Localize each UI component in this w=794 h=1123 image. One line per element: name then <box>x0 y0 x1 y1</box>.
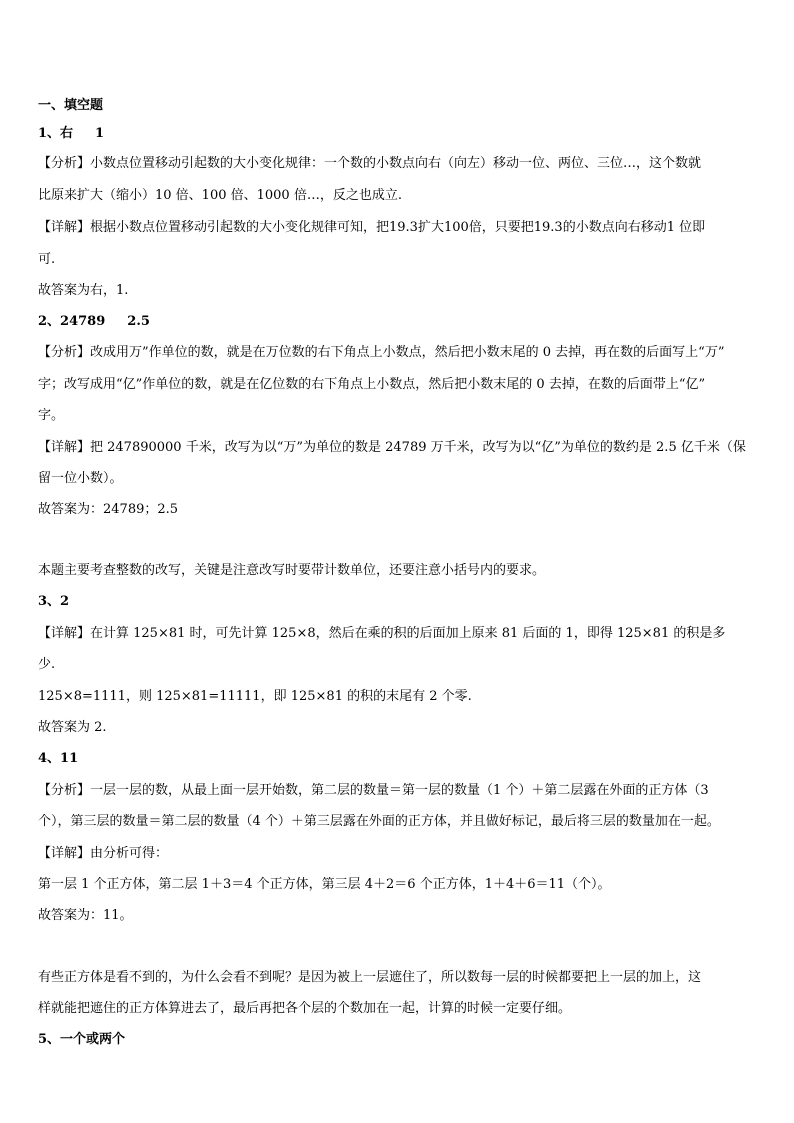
q1-final-answer: 故答案为右，1. <box>38 283 129 298</box>
q4-analysis-line2: 个），第三层的数量＝第二层的数量（4 个）＋第三层露在外面的正方体，并且做好标记，最后将三层的数量加在一起。 <box>38 814 720 829</box>
q1-analysis-line1: 【分析】小数点位置移动引起数的大小变化规律：一个数的小数点向右（向左）移动一位、两位、三位…，这个数就 <box>38 156 702 171</box>
q2-note: 本题主要考查整数的改写，关键是注意改写时要带计数单位，还要注意小括号内的要求。 <box>38 563 546 578</box>
q4-note-line1: 有些正方体是看不到的，为什么会看不到呢？是因为被上一层遮住了，所以数每一层的时候都要把上一层的加上，这 <box>38 970 702 985</box>
q3-answer-line: 3、2 <box>38 594 70 609</box>
q4-analysis-line1: 【分析】一层一层的数，从最上面一层开始数，第二层的数量＝第一层的数量（1 个）＋第二层露在外面的正方体（3 <box>38 783 709 798</box>
q1-answer2: 1 <box>95 126 105 141</box>
q3-detail-line3: 125×8=1111，则 125×81=11111，即 125×81 的积的末尾有 2 个零. <box>38 689 472 704</box>
q1-analysis-line2: 比原来扩大（缩小）10 倍、100 倍、1000 倍…，反之也成立. <box>38 188 402 203</box>
q1-detail-line2: 可. <box>38 252 56 267</box>
q1-answer-line <box>38 126 104 142</box>
q3-detail-line1: 【详解】在计算 125×81 时，可先计算 125×8，然后在乘的积的后面加上原来 81 后面的 1，即得 125×81 的积是多 <box>38 626 726 641</box>
q2-analysis-line3: 字。 <box>38 408 65 423</box>
q1-number: 1、右 <box>38 126 74 141</box>
q3-detail-line2: 少. <box>38 657 56 672</box>
q4-note-line2: 样就能把遮住的正方体算进去了，最后再把各个层的个数加在一起，计算的时候一定要仔细。 <box>38 1001 572 1016</box>
q2-analysis-line1: 【分析】改成用万”作单位的数，就是在万位数的右下角点上小数点，然后把小数末尾的 0 去掉，再在数的后面写上“万” <box>38 345 725 360</box>
section-title: 一、填空题 <box>38 98 104 113</box>
q2-final-answer: 故答案为：24789；2.5 <box>38 502 179 517</box>
q4-detail-line1: 【详解】由分析可得： <box>38 846 169 861</box>
q2-answer-line <box>38 314 150 330</box>
q4-final-answer: 故答案为：11。 <box>38 908 133 923</box>
q4-answer-line: 4、11 <box>38 751 79 766</box>
q3-final-answer: 故答案为 2. <box>38 720 107 735</box>
q5-answer-line: 5、一个或两个 <box>38 1032 126 1047</box>
q2-detail-line1: 【详解】把 247890000 千米，改写为以“万”为单位的数是 24789 万千米，改写为以“亿”为单位的数约是 2.5 亿千米（保 <box>38 440 746 455</box>
q2-detail-line2: 留一位小数）。 <box>38 471 123 486</box>
q1-detail-line1: 【详解】根据小数点位置移动引起数的大小变化规律可知，把19.3扩大100倍，只要把19.3的小数点向右移动1 位即 <box>38 220 706 235</box>
q2-analysis-line2: 字；改写成用“亿”作单位的数，就是在亿位数的右下角点上小数点，然后把小数末尾的 0 去掉，在数的后面带上“亿” <box>38 377 706 392</box>
q4-detail-line2: 第一层 1 个正方体，第二层 1＋3＝4 个正方体，第三层 4＋2＝6 个正方体，1＋4＋6＝11（个）。 <box>38 877 611 892</box>
q2-answer2: 2.5 <box>127 314 150 329</box>
q2-number: 2、24789 <box>38 314 106 329</box>
